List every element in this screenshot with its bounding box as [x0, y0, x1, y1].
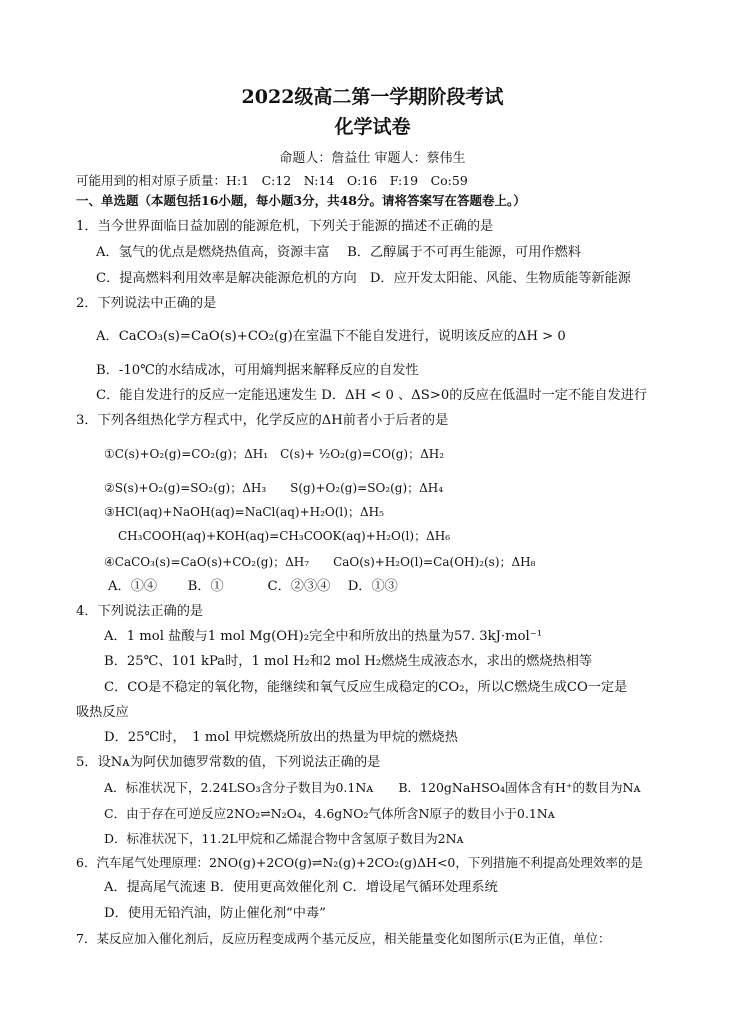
question-4-option-c-cont: 吸热反应 — [76, 705, 129, 720]
question-5-stem: 5．设Nᴀ为阿伏加德罗常数的值，下列说法正确的是 — [76, 755, 381, 770]
question-3-reaction-2: ②S(s)+O₂(g)=SO₂(g)；ΔH₃ S(g)+O₂(g)=SO₂(g)；ΔH₄ — [104, 481, 444, 495]
exam-authors: 命题人：詹益仕 审题人：蔡伟生 — [279, 151, 466, 166]
question-1-options-ab: A．氢气的优点是燃烧热值高，资源丰富 B．乙醇属于不可再生能源，可用作燃料 — [96, 245, 581, 260]
question-6-options-abc: A．提高尾气流速 B．使用更高效催化剂 C．增设尾气循环处理系统 — [104, 880, 498, 895]
question-1-options-cd: C．提高燃料利用效率是解决能源危机的方向 D．应开发太阳能、风能、生物质能等新能源 — [96, 271, 631, 286]
section-heading: 一、单选题（本题包括16小题，每小题3分，共48分。请将答案写在答题卷上。） — [76, 193, 526, 208]
question-6-stem: 6．汽车尾气处理原理：2NO(g)+2CO(g)⇌N₂(g)+2CO₂(g)ΔH<0，下列措施不利提高处理效率的是 — [76, 855, 643, 870]
question-4-stem: 4．下列说法正确的是 — [76, 604, 204, 619]
question-4-option-b: B．25℃、101 kPa时，1 mol H₂和2 mol H₂燃烧生成液态水，求出的燃烧热相等 — [104, 654, 593, 669]
question-5-options-ab: A．标准状况下，2.24LSO₃含分子数目为0.1Nᴀ B．120gNaHSO₄固体含有H⁺的数目为Nᴀ — [104, 780, 641, 795]
question-6-option-d: D．使用无铅汽油，防止催化剂“中毒” — [104, 906, 326, 921]
question-2-option-a: A．CaCO₃(s)=CaO(s)+CO₂(g)在室温下不能自发进行，说明该反应的ΔH > 0 — [96, 329, 566, 344]
exam-subtitle: 化学试卷 — [334, 116, 411, 138]
question-5-option-d: D．标准状况下，11.2L甲烷和乙烯混合物中含氢原子数目为2Nᴀ — [104, 831, 464, 846]
question-3-options: A．①④ B．① C．②③④ D．①③ — [108, 579, 398, 594]
atomic-masses: 可能用到的相对原子质量：H:1 C:12 N:14 O:16 F:19 Co:59 — [76, 173, 468, 188]
question-3-reaction-1: ①C(s)+O₂(g)=CO₂(g)；ΔH₁ C(s)+ ½O₂(g)=CO(g)；ΔH₂ — [104, 447, 445, 461]
question-3-stem: 3．下列各组热化学方程式中，化学反应的ΔH前者小于后者的是 — [76, 413, 449, 428]
question-2-stem: 2．下列说法中正确的是 — [76, 296, 217, 311]
question-1-stem: 1．当今世界面临日益加剧的能源危机，下列关于能源的描述不正确的是 — [76, 219, 494, 234]
question-5-option-c: C．由于存在可逆反应2NO₂⇌N₂O₄，4.6gNO₂气体所含N原子的数目小于0.1Nᴀ — [104, 806, 555, 821]
question-4-option-c: C．CO是不稳定的氧化物，能继续和氧气反应生成稳定的CO₂，所以C燃烧生成CO一定是 — [104, 680, 628, 695]
question-2-option-b: B．-10℃的水结成冰，可用熵判据来解释反应的自发性 — [96, 363, 419, 378]
question-3-reaction-4: ④CaCO₃(s)=CaO(s)+CO₂(g)；ΔH₇ CaO(s)+H₂O(l)=Ca(OH)₂(s)；ΔH₈ — [104, 555, 536, 569]
question-3-reaction-3b: CH₃COOH(aq)+KOH(aq)=CH₃COOK(aq)+H₂O(l)；ΔH₆ — [118, 529, 451, 543]
question-3-reaction-3a: ③HCl(aq)+NaOH(aq)=NaCl(aq)+H₂O(l)；ΔH₅ — [104, 505, 384, 519]
question-4-option-d: D．25℃时， 1 mol 甲烷燃烧所放出的热量为甲烷的燃烧热 — [104, 730, 458, 745]
question-4-option-a: A．1 mol 盐酸与1 mol Mg(OH)₂完全中和所放出的热量为57. 3kJ·mol⁻¹ — [104, 629, 542, 644]
question-7-stem: 7．某反应加入催化剂后，反应历程变成两个基元反应，相关能量变化如图所示(E为正值，单位： — [76, 931, 611, 946]
exam-title: 2022级高二第一学期阶段考试 — [241, 86, 504, 108]
question-2-options-cd: C．能自发进行的反应一定能迅速发生 D．ΔH < 0 、ΔS>0的反应在低温时一定不能自发进行 — [96, 388, 648, 403]
